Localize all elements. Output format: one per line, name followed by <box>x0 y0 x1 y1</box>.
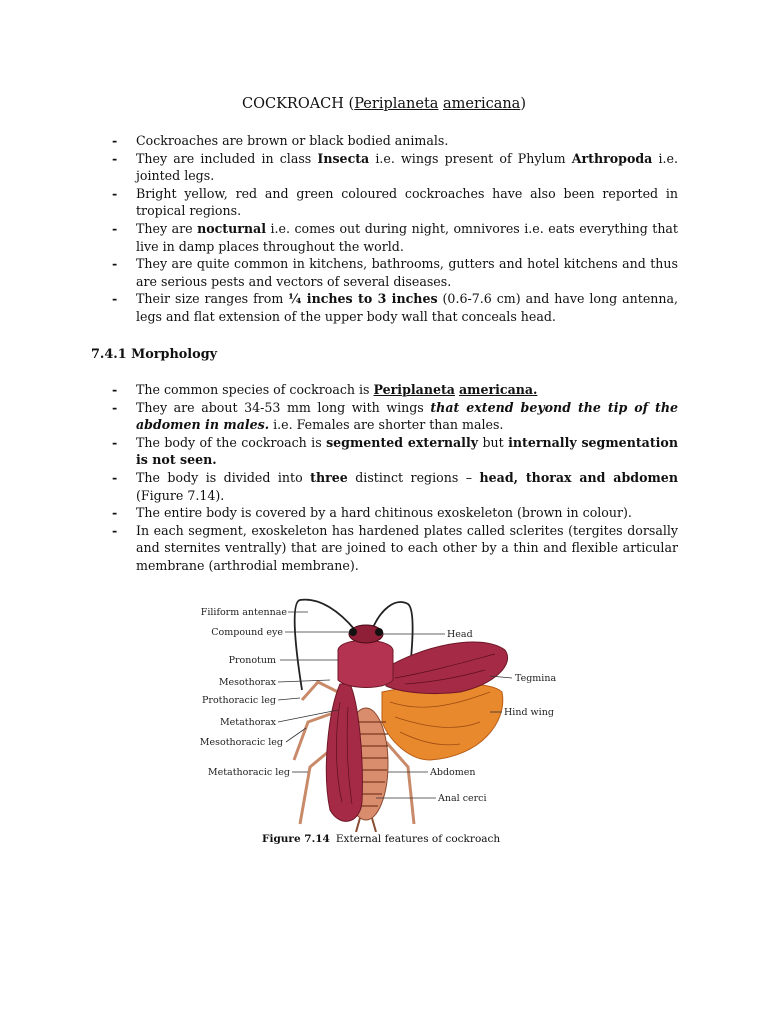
label-tegmina: Tegmina <box>515 673 557 684</box>
list-item: - The entire body is covered by a hard chitinous exoskeleton (brown in colour). <box>108 504 678 522</box>
label-abdomen: Abdomen <box>430 767 476 778</box>
list-item: - Bright yellow, red and green coloured cockroaches have also been reported in tropical regions. <box>108 185 678 220</box>
pronotum <box>338 640 393 687</box>
label-mesothoracic-leg: Mesothoracic leg <box>199 737 283 748</box>
list-item: - They are nocturnal i.e. comes out during night, omnivores i.e. eats everything that live in damp places throughout the world. <box>108 220 678 255</box>
list-item: - The common species of cockroach is Periplaneta americana. <box>108 381 678 399</box>
compound-eye-left <box>349 628 357 636</box>
intro-bullet-list <box>108 132 678 326</box>
list-item: - Cockroaches are brown or black bodied animals. <box>108 132 678 150</box>
cockroach-illustration <box>190 592 570 832</box>
section-heading: 7.4.1 Morphology <box>91 347 218 362</box>
label-mesothorax: Mesothorax <box>218 677 276 688</box>
caption-number: Figure 7.14 <box>262 833 330 845</box>
label-anal-cerci: Anal cerci <box>438 793 487 804</box>
hind-wing <box>382 684 503 760</box>
compound-eye-right <box>375 628 383 636</box>
list-item: - In each segment, exoskeleton has hardened plates called sclerites (tergites dorsally and sternites ventrally) that are joined to each other by a thin and flexible articular membrane (arthrodial membrane). <box>108 522 678 575</box>
list-item: - They are quite common in kitchens, bathrooms, gutters and hotel kitchens and thus are serious pests and vectors of several diseases. <box>108 255 678 290</box>
title-main: COCKROACH ( <box>242 96 355 112</box>
page-title <box>0 94 768 114</box>
list-item: - Their size ranges from ¼ inches to 3 inches (0.6-7.6 cm) and have long antenna, legs and flat extension of the upper body wall that conceals head. <box>108 290 678 325</box>
figure-caption <box>262 832 500 846</box>
title-close: ) <box>520 96 526 112</box>
title-species: americana <box>443 96 521 112</box>
list-item: - The body of the cockroach is segmented externally but internally segmentation is not seen. <box>108 434 678 469</box>
label-pronotum: Pronotum <box>228 655 276 666</box>
prothoracic-leg <box>302 682 338 700</box>
cockroach-figure <box>190 592 570 832</box>
label-filiform-antennae: Filiform antennae <box>200 607 287 618</box>
list-item: - They are about 34-53 mm long with wings that extend beyond the tip of the abdomen in males. i.e. Females are shorter than males. <box>108 399 678 434</box>
label-compound-eye: Compound eye <box>211 627 283 638</box>
label-head: Head <box>447 629 473 640</box>
label-prothoracic-leg: Prothoracic leg <box>202 695 276 706</box>
list-item: - The body is divided into three distinct regions – head, thorax and abdomen (Figure 7.14). <box>108 469 678 504</box>
caption-text: External features of cockroach <box>335 833 501 845</box>
morphology-bullet-list <box>108 381 678 575</box>
title-genus: Periplaneta <box>354 96 439 112</box>
label-metathorax: Metathorax <box>219 717 276 728</box>
left-tegmina-folded <box>326 684 362 821</box>
list-item: - They are included in class Insecta i.e. wings present of Phylum Arthropoda i.e. jointed legs. <box>108 150 678 185</box>
label-metathoracic-leg: Metathoracic leg <box>207 767 290 778</box>
label-hind-wing: Hind wing <box>504 707 554 718</box>
